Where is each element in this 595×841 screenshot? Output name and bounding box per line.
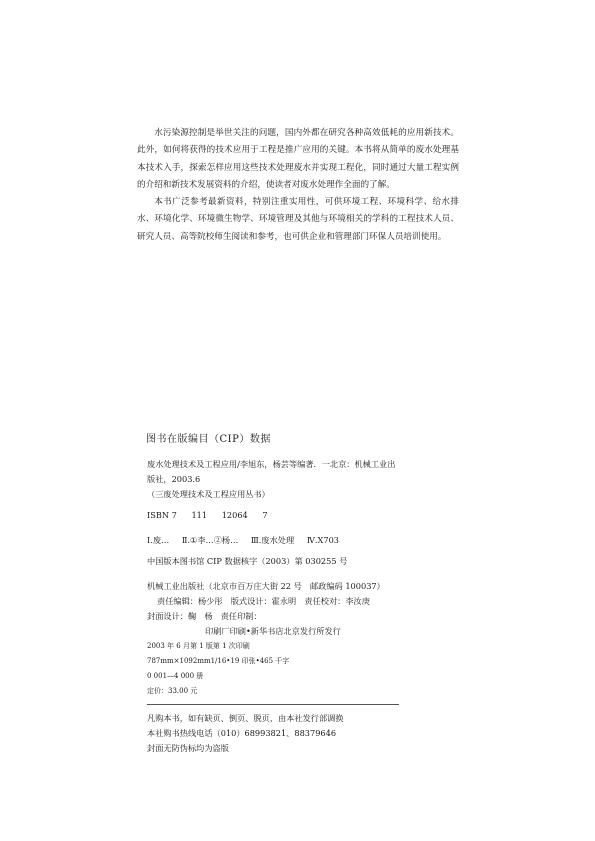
isbn-prefix: ISBN 7 xyxy=(147,510,177,520)
notice-line-2: 本社购书热线电话（010）68993821、88379646 xyxy=(147,728,337,738)
subject-3: Ⅲ.废水处理 xyxy=(250,535,295,545)
printer-distributor: 印刷厂印刷•新华书店北京发行所发行 xyxy=(205,626,341,636)
editor-credits: 责任编辑：杨少彤 版式设计：霍永明 责任校对：李汝庚 xyxy=(157,596,370,606)
description-paragraph-1: 水污染源控制是举世关注的问题，国内外都在研究各种高效低耗的应用新技术。此外，如何将获得的技术应用于工程是推广应用的关键。本书将从简单的废水处理基本技术入手，探索怎样应用这些技术处理废水并实现工程化，同时通过大量工程实例的介绍和新技术发展资料的介绍，使读者对废水处理作全面的了解。 xyxy=(137,128,459,190)
notice-line-3: 封面无防伪标均为盗版 xyxy=(147,743,229,753)
cover-credits: 封面设计：鞠 杨 责任印制： xyxy=(147,611,262,621)
isbn-publisher-code: 111 xyxy=(191,510,208,520)
cip-entry-line-1: 废水处理技术及工程应用/李旭东，杨芸等编著．一北京：机械工业出 xyxy=(147,459,396,469)
price: 定价：33.00 元 xyxy=(147,687,198,695)
cip-entry-line-2: 版社，2003.6 xyxy=(147,474,201,484)
edition-info: 2003 年 6 月第 1 版第 1 次印刷 xyxy=(147,642,250,650)
isbn-row xyxy=(147,508,447,523)
publisher-name-address: 机械工业出版社（北京市百万庄大街 22 号 邮政编码 100037） xyxy=(147,581,385,591)
cip-number: 中国版本图书馆 CIP 数据核字（2003）第 030255 号 xyxy=(147,556,348,566)
cip-title: 图书在版编目（CIP）数据 xyxy=(146,434,271,445)
copies-info: 0 001—4 000 册 xyxy=(147,672,204,680)
format-info: 787mm×1092mm1/16•19 印张•465 千字 xyxy=(147,657,290,665)
description-paragraph-2: 本书广泛参考最新资料，特别注重实用性，可供环境工程、环境科学、给水排水、环境化学、环境微生物学、环境管理及其他与环境相关的学科的工程技术人员、研究人员、高等院校师生阅读和参考，也可供企业和管理部门环保人员培训使用。 xyxy=(137,197,459,242)
cip-entry xyxy=(147,457,447,502)
cip-block xyxy=(147,432,447,756)
notice-line-1: 凡购本书，如有缺页、倒页、脱页，由本社发行部调换 xyxy=(147,713,344,723)
subject-1: Ⅰ.废… xyxy=(147,535,170,545)
divider xyxy=(147,704,399,705)
book-description xyxy=(137,125,459,246)
subject-4: Ⅳ.X703 xyxy=(306,535,339,545)
cip-series: （三废处理技术及工程应用丛书） xyxy=(147,489,270,499)
isbn-check-digit: 7 xyxy=(262,510,268,520)
isbn-title-code: 12064 xyxy=(221,510,248,520)
subject-row xyxy=(147,533,447,548)
subject-2: Ⅱ.①李…②杨… xyxy=(181,535,239,545)
